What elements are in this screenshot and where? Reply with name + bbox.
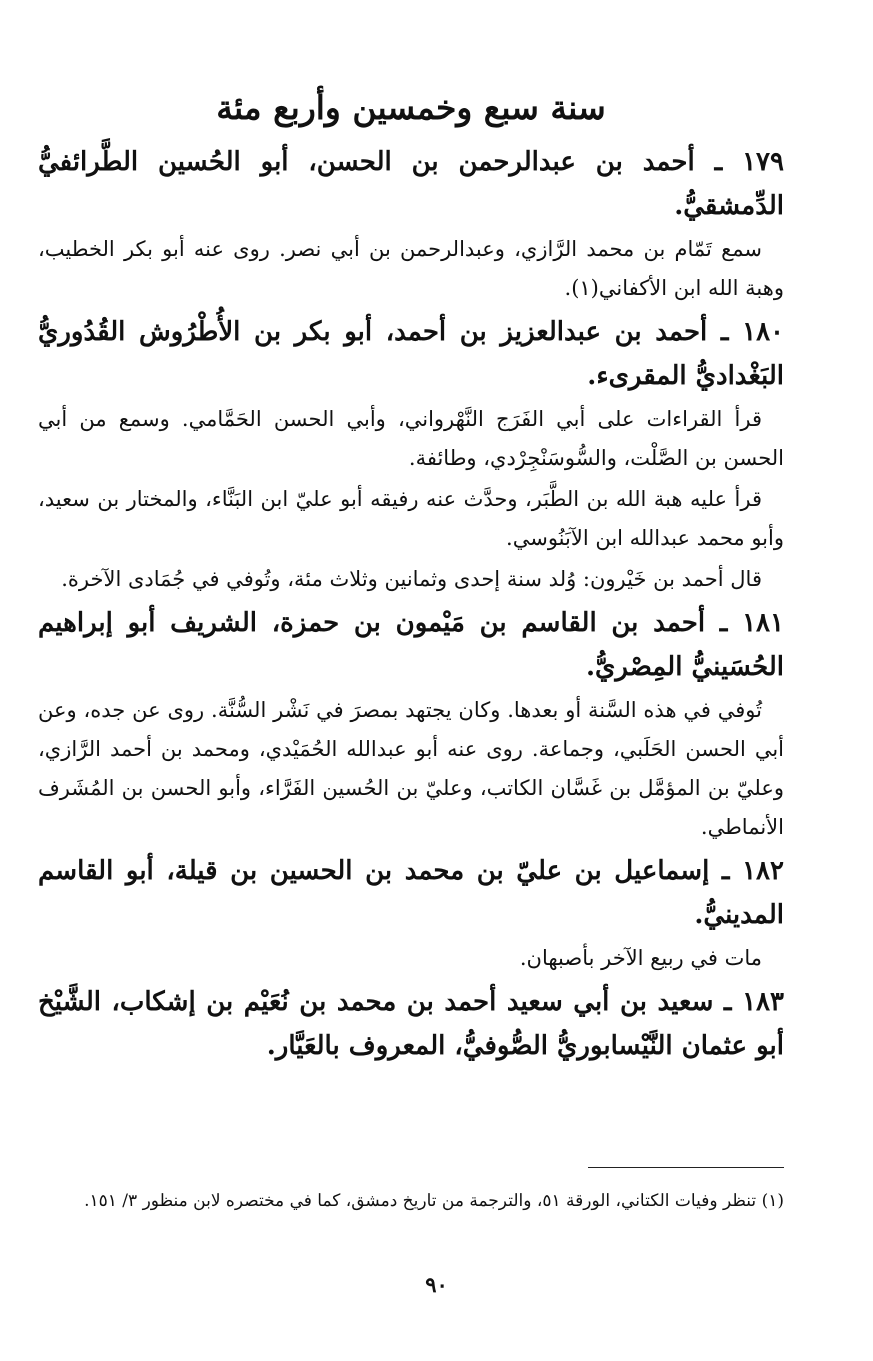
entry-paragraph: قرأ القراءات على أبي الفَرَج النَّهْرواني، وأبي الحسن الحَمَّامي. وسمع من أبي الحسن بن الصَّلْت، والسُّوسَنْجِرْدي، وطائفة. — [38, 407, 784, 470]
entry-paragraph: قرأ عليه هبة الله بن الطَّبَر، وحدَّث عنه رفيقه أبو عليّ ابن البَنَّاء، والمختار بن سعيد، وأبو محمد عبدالله ابن الآبَنُوسي. — [38, 487, 784, 550]
entry-183 — [38, 980, 784, 1068]
entry-181 — [38, 601, 784, 847]
page-body — [38, 70, 784, 1070]
entry-182 — [38, 849, 784, 978]
footnote: (١) تنظر وفيات الكتاني، الورقة ٥١، والترجمة من تاريخ دمشق، كما في مختصره لابن منظور ٣/ ١٥١. — [84, 1191, 784, 1211]
entry-heading: ١٨١ ـ أحمد بن القاسم بن مَيْمون بن حمزة، الشريف أبو إبراهيم الحُسَينيُّ المِصْريُّ. — [38, 608, 784, 682]
section-title: سنة سبع وخمسين وأربع مئة — [216, 88, 606, 127]
page-number: ٩٠ — [425, 1272, 448, 1297]
entry-180 — [38, 310, 784, 599]
entry-heading: ١٨٠ ـ أحمد بن عبدالعزيز بن أحمد، أبو بكر بن الأُطْرُوش القُدُوريُّ البَغْداديُّ المقرىء. — [38, 317, 785, 391]
footnote-divider — [588, 1167, 784, 1168]
entry-paragraph: مات في ربيع الآخر بأصبهان. — [519, 946, 762, 970]
entry-paragraph: قال أحمد بن خَيْرون: وُلد سنة إحدى وثمانين وثلاث مئة، وتُوفي في جُمَادى الآخرة. — [61, 567, 762, 591]
entry-paragraph: سمع تَمّام بن محمد الرَّازي، وعبدالرحمن بن أبي نصر. روى عنه أبو بكر الخطيب، وهبة الله ابن الأكفاني(١). — [38, 237, 784, 300]
entry-heading: ١٨٢ ـ إسماعيل بن عليّ بن محمد بن الحسين بن قيلة، أبو القاسم المدينيُّ. — [38, 856, 784, 930]
entry-179 — [38, 140, 784, 308]
entry-heading: ١٧٩ ـ أحمد بن عبدالرحمن بن الحسن، أبو الحُسين الطَّرائفيُّ الدِّمشقيُّ. — [38, 147, 784, 221]
entry-paragraph: تُوفي في هذه السَّنة أو بعدها. وكان يجتهد بمصرَ في نَشْر السُّنَّة. روى عن جده، وعن أبي الحسن الحَلَبي، وجماعة. روى عنه أبو عبدالله الحُمَيْدي، ومحمد بن أحمد الرَّازي، وعليّ بن المؤمَّل بن غَسَّان الكاتب، وعليّ بن الحُسين الفَرَّاء، وأبو الحسن بن المُشَرف الأنماطي. — [38, 698, 784, 839]
entry-heading: ١٨٣ ـ سعيد بن أبي سعيد أحمد بن محمد بن نُعَيْم بن إشكاب، الشَّيْخ أبو عثمان النَّيْسابوريُّ الصُّوفيُّ، المعروف بالعَيَّار. — [38, 987, 784, 1061]
